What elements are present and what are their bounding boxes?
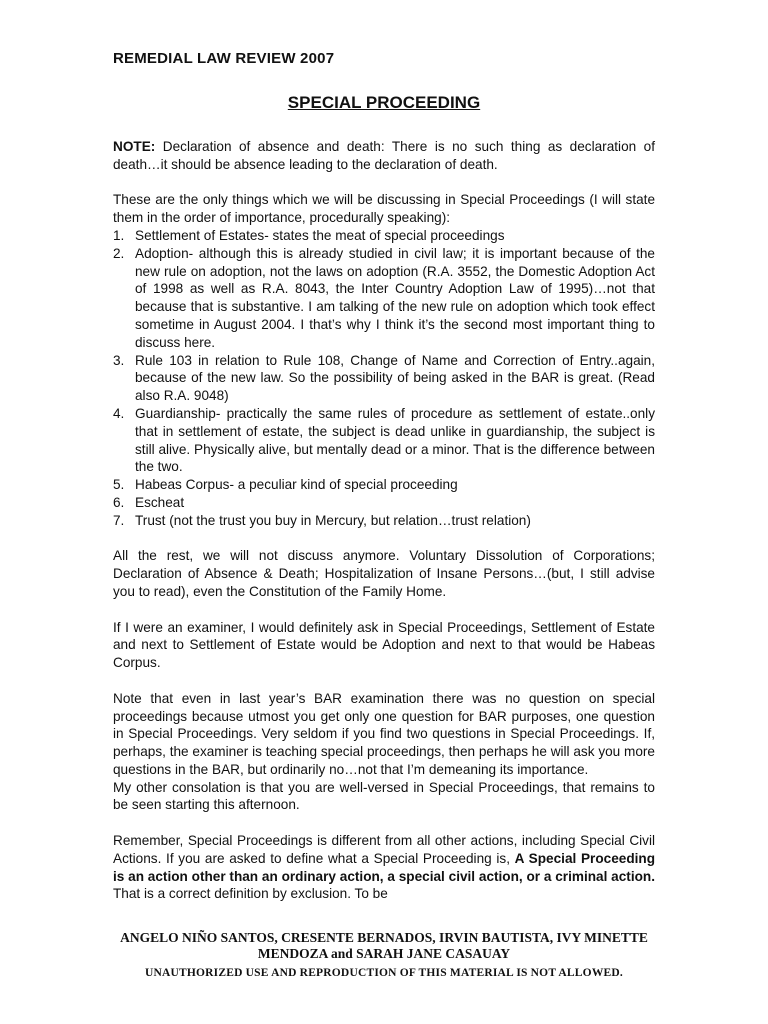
list-item (113, 352, 655, 405)
bar-note-paragraph: Note that even in last year’s BAR examination there was no question on special proceedings because utmost you get only one question for BAR purposes, one question in Special Proceedings. Very seldom if you find two questions in Special Proceedings. If, perhaps, the examiner is teaching special proceedings, then perhaps he will ask you more questions in the BAR, but ordinarily no…not that I’m demeaning its importance. (113, 690, 655, 777)
list-item-number: 1. (113, 227, 125, 243)
note-paragraph (113, 138, 655, 174)
list-item (113, 476, 655, 494)
list-item-number: 5. (113, 477, 125, 493)
definition-tail: That is a correct definition by exclusion. To be (113, 886, 388, 902)
definition-paragraph (113, 832, 655, 903)
definition-lead: Remember, Special Proceedings is different from all other actions, including Special Civil Actions. If you are asked to define what a Special Proceeding is, (113, 833, 655, 866)
list-item-number: 4. (113, 405, 125, 421)
list-item-number: 6. (113, 494, 125, 510)
list-item-text: Guardianship- practically the same rules of procedure as settlement of estate..only that in settlement of estate, the subject is dead unlike in guardianship, the subject is still alive. Physically alive, but mentally dead or a minor. That is the difference between the two. (135, 405, 655, 475)
list-item-text: Rule 103 in relation to Rule 108, Change of Name and Correction of Entry..again, because of the new law. So the possibility of being asked in the BAR is great. (Read also R.A. 9048) (135, 352, 655, 404)
list-item (113, 227, 655, 245)
list-item (113, 494, 655, 512)
list-item (113, 512, 655, 530)
list-item-text: Escheat (135, 494, 185, 510)
list-item-number: 2. (113, 245, 125, 261)
footer-copyright-notice: UNAUTHORIZED USE AND REPRODUCTION OF THIS MATERIAL IS NOT ALLOWED. (145, 967, 623, 979)
list-item (113, 405, 655, 476)
examiner-paragraph: If I were an examiner, I would definitely ask in Special Proceedings, Settlement of Estate and next to Settlement of Estate would be Adoption and next to that would be Habeas Corpus. (113, 619, 655, 671)
document-header: REMEDIAL LAW REVIEW 2007 (113, 50, 335, 67)
rest-paragraph: All the rest, we will not discuss anymore. Voluntary Dissolution of Corporations; Declaration of Absence & Death; Hospitalization of Insane Persons…(but, I still advise you to read), even the Constitution of the Family Home. (113, 548, 655, 599)
definition-bold: A Special Proceeding is an action other than an ordinary action, a special civil action, or a criminal action. (113, 850, 656, 884)
document-body (113, 138, 655, 921)
note-text: Declaration of absence and death: There is no such thing as declaration of death…it should be absence leading to the declaration of death. (113, 139, 655, 172)
footer-authors: ANGELO NIÑO SANTOS, CRESENTE BERNADOS, IRVIN BAUTISTA, IVY MINETTE MENDOZA and SARAH JANE CASAUAY (120, 930, 648, 961)
list-item-number: 7. (113, 512, 125, 528)
list-item-text: Habeas Corpus- a peculiar kind of special proceeding (135, 477, 458, 493)
page-title: SPECIAL PROCEEDING (287, 93, 481, 112)
list-item-number: 3. (113, 352, 125, 368)
list-item-text: Settlement of Estates- states the meat of special proceedings (135, 227, 505, 243)
topics-list (113, 227, 655, 530)
intro-paragraph: These are the only things which we will be discussing in Special Proceedings (I will state them in the order of importance, procedurally speaking): (113, 192, 655, 226)
list-item-text: Trust (not the trust you buy in Mercury, but relation…trust relation) (135, 512, 531, 528)
list-item-text: Adoption- although this is already studied in civil law; it is important because of the new rule on adoption, not the laws on adoption (R.A. 3552, the Domestic Adoption Act of 1998 as well as R.A. 8043, the Inter Country Adoption Law of 1995)…not that because that is substantive. I am talking of the new rule on adoption which took effect sometime in August 2004. I that’s why I think it’s the second most important thing to discuss here. (135, 245, 655, 350)
page-footer (0, 930, 768, 982)
list-item (113, 245, 655, 352)
consolation-paragraph: My other consolation is that you are well-versed in Special Proceedings, that remains to be seen starting this afternoon. (113, 779, 655, 813)
note-label: NOTE: (113, 139, 156, 154)
